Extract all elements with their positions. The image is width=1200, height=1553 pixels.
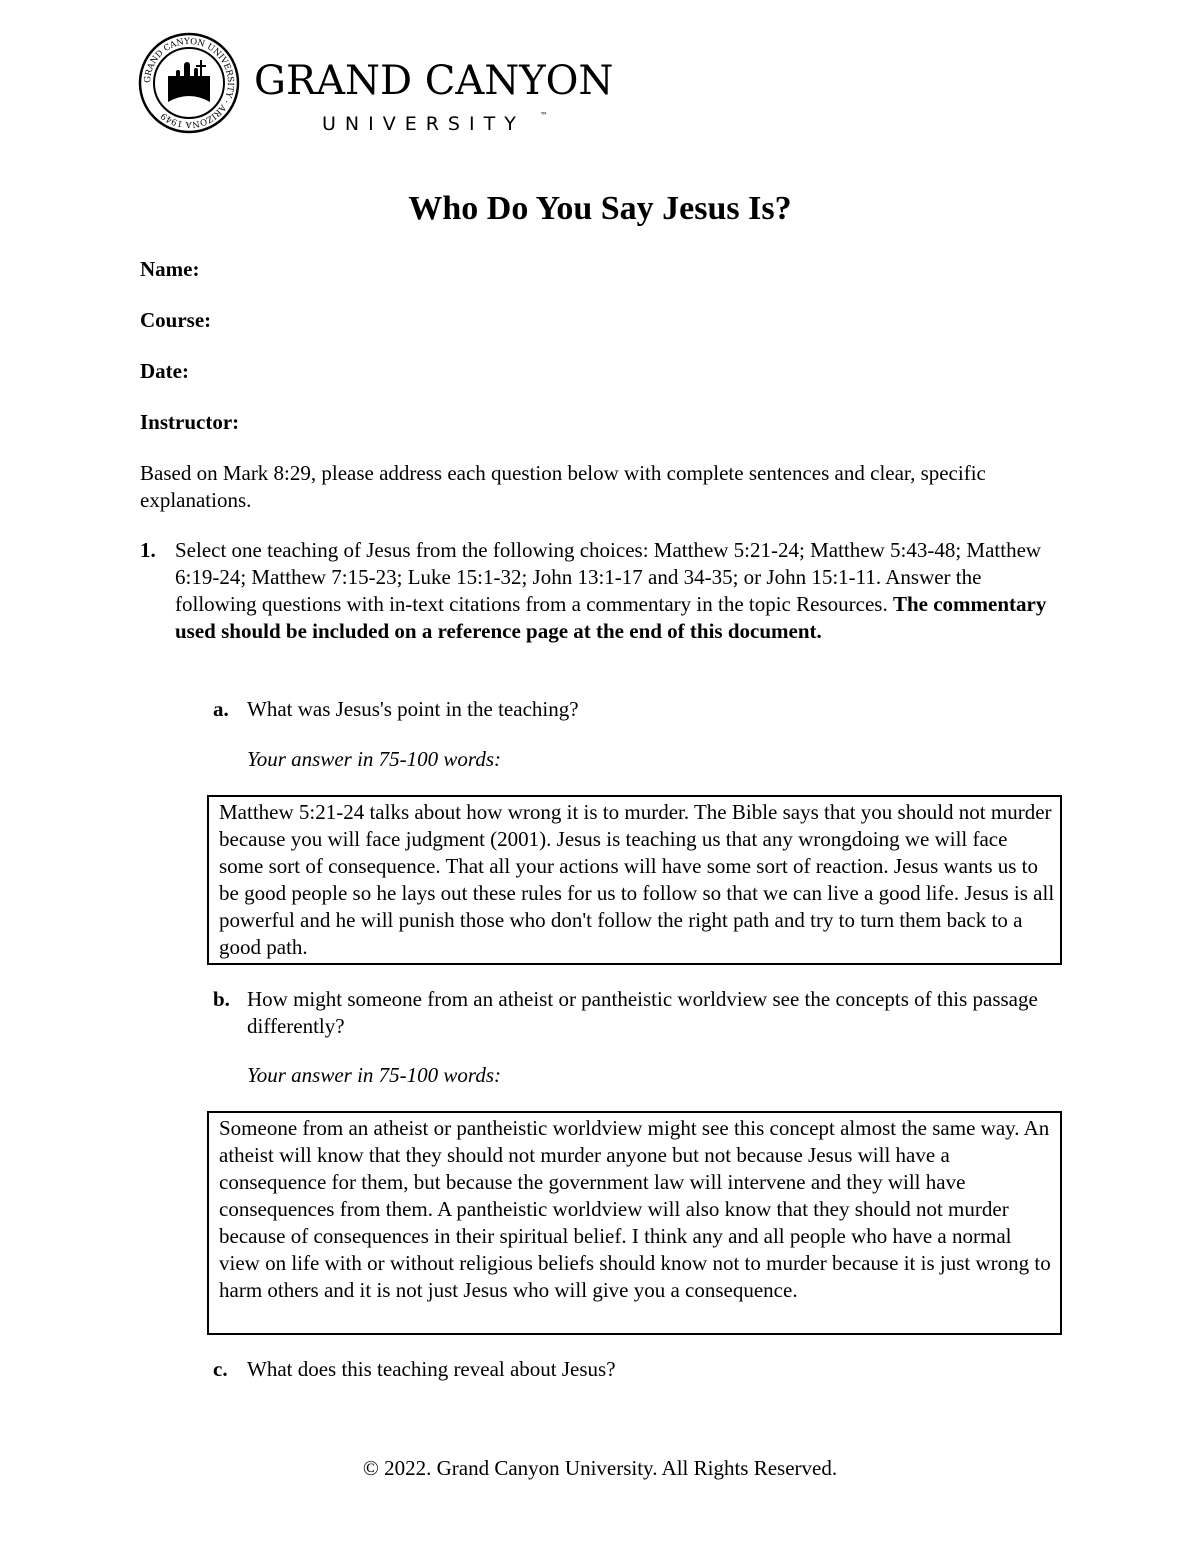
- sub-question-text: How might someone from an atheist or pantheistic worldview see the concepts of this passage differently?: [247, 987, 1038, 1038]
- question-requirement: The commentary used should be included on a reference page at the end of this document.: [175, 592, 1047, 643]
- sub-question-letter: a.: [213, 697, 229, 721]
- sub-question-a: [213, 696, 1073, 723]
- date-label: Date:: [140, 359, 189, 383]
- sub-question-text: What was Jesus's point in the teaching?: [247, 697, 579, 721]
- sub-question-b: [213, 986, 1073, 1040]
- copyright-footer: © 2022. Grand Canyon University. All Rights Reserved.: [362, 1456, 838, 1480]
- question-text: Select one teaching of Jesus from the following choices: Matthew 5:21-24; Matthew 5:43-48; Matthew 6:19-24; Matthew 7:15-23; Luke 15:1-32; John 13:1-17 and 34-35; or John 15:1-11. Answer the following questions with in-text citations from a commentary in the topic Resources.: [175, 538, 1042, 616]
- seal-text: GRAND CANYON UNIVERSITY · ARIZONA 1949: [142, 36, 236, 130]
- logo-name-line1: GRAND CANYON: [254, 58, 614, 104]
- answer-box-b[interactable]: Someone from an atheist or pantheistic worldview might see this concept almost the same way. An atheist will know that they should not murder anyone but not because Jesus will have a consequence for them, but because the government law will intervene and they will have consequences from them. A pantheistic worldview will also know that they should not murder because of consequences in their spiritual belief. I think any and all people who have a normal view on life with or without religious beliefs should know not to murder because it is just wrong to harm others and it is not just Jesus who will give you a consequence.: [207, 1111, 1062, 1335]
- question-1: [140, 537, 1060, 645]
- instructor-label: Instructor:: [140, 410, 240, 434]
- answer-box-a[interactable]: Matthew 5:21-24 talks about how wrong it is to murder. The Bible says that you should not murder because you will face judgment (2001). Jesus is teaching us that any wrongdoing we will face some sort of consequence. That all your actions will have some sort of reaction. Jesus wants us to be good people so he lays out these rules for us to follow so that we can live a good life. Jesus is all powerful and he will punish those who don't follow the right path and try to turn them back to a good path.: [207, 795, 1062, 965]
- gcu-logo-graphic: [138, 32, 618, 134]
- sub-question-text: What does this teaching reveal about Jesus?: [247, 1357, 616, 1381]
- name-label: Name:: [140, 257, 200, 281]
- sub-question-c: [213, 1356, 1073, 1383]
- instructions-text: Based on Mark 8:29, please address each question below with complete sentences and clear, specific explanations.: [140, 461, 986, 512]
- answer-prompt-b: Your answer in 75-100 words:: [247, 1063, 501, 1087]
- sub-question-letter: b.: [213, 987, 230, 1011]
- logo-trademark: ™: [540, 111, 548, 120]
- sub-question-letter: c.: [213, 1357, 228, 1381]
- saguaro-icon: [168, 60, 210, 102]
- course-label: Course:: [140, 308, 212, 332]
- university-logo: [138, 32, 618, 134]
- question-number: 1.: [140, 538, 156, 562]
- logo-name-line2: UNIVERSITY: [322, 113, 525, 134]
- answer-prompt-a: Your answer in 75-100 words:: [247, 747, 501, 771]
- page-title: Who Do You Say Jesus Is?: [408, 190, 792, 227]
